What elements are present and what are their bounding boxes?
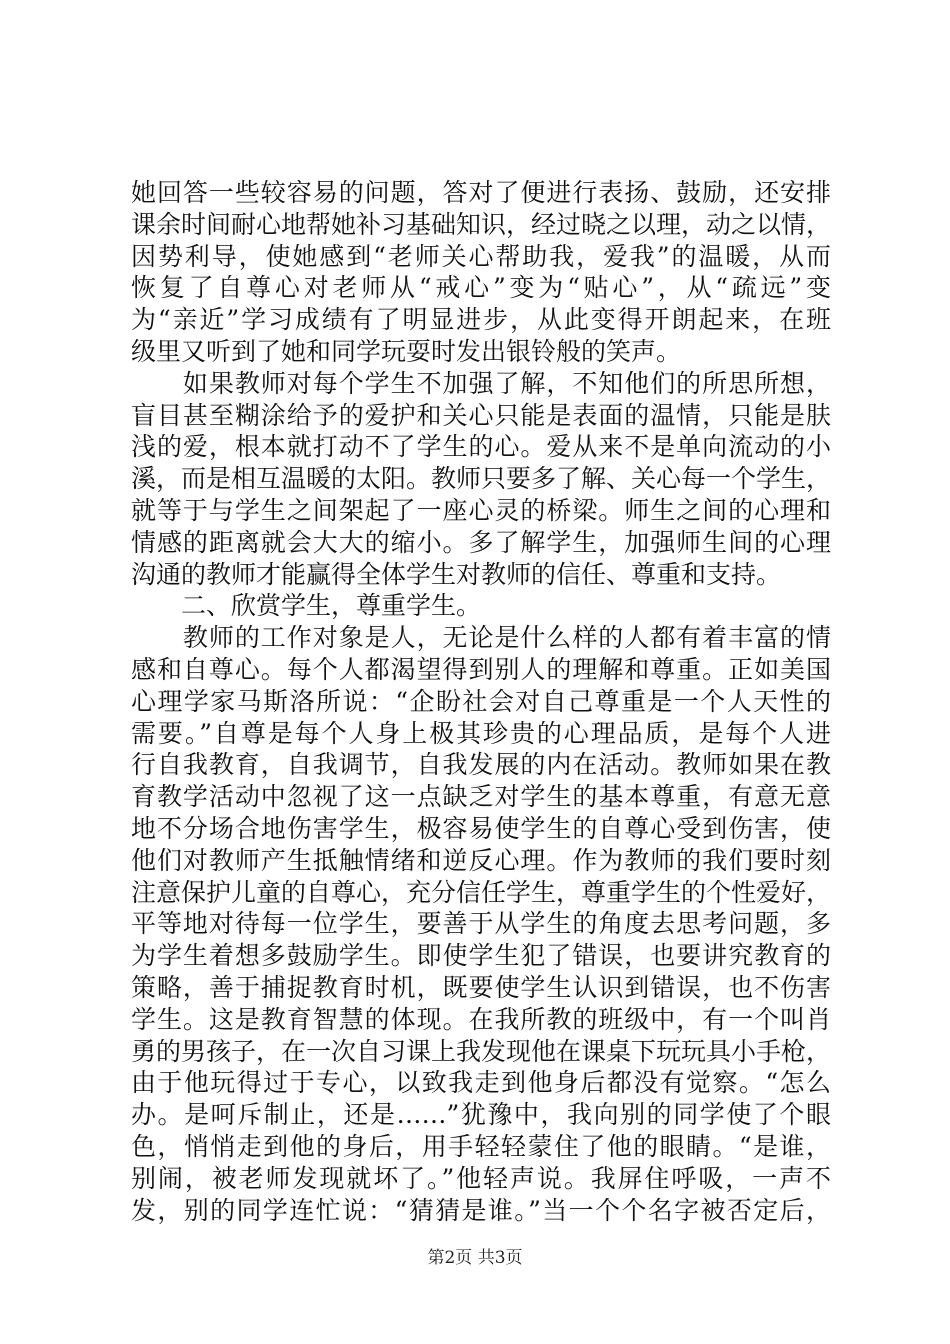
text-line: 为“亲近”学习成绩有了明显进步，从此变得开朗起来，在班 bbox=[131, 305, 831, 335]
text-line: 别闹，被老师发现就坏了。”他轻声说。我屏住呼吸，一声不 bbox=[131, 1163, 831, 1193]
text-line: 行自我教育，自我调节，自我发展的内在活动。教师如果在教 bbox=[131, 750, 831, 780]
text-line: 二、欣赏学生，尊重学生。 bbox=[131, 591, 482, 621]
text-line: 级里又听到了她和同学玩耍时发出银铃般的笑声。 bbox=[131, 336, 682, 366]
text-line: 就等于与学生之间架起了一座心灵的桥梁。师生之间的心理和 bbox=[131, 495, 831, 525]
text-line: 地不分场合地伤害学生，极容易使学生的自尊心受到伤害，使 bbox=[131, 813, 831, 843]
text-line: 策略，善于捕捉教育时机，既要使学生认识到错误，也不伤害 bbox=[131, 972, 831, 1002]
text-line: 为学生着想多鼓励学生。即使学生犯了错误，也要讲究教育的 bbox=[131, 941, 831, 971]
page-footer: 第2页 共3页 bbox=[427, 1248, 523, 1268]
text-line: 恢复了自尊心对老师从“戒心”变为“贴心”，从“疏远”变 bbox=[131, 273, 831, 303]
text-line: 育教学活动中忽视了这一点缺乏对学生的基本尊重，有意无意 bbox=[131, 782, 831, 812]
text-line: 办。是呵斥制止，还是……”犹豫中，我向别的同学使了个眼 bbox=[131, 1100, 831, 1130]
text-line: 盲目甚至糊涂给予的爱护和关心只能是表面的温情，只能是肤 bbox=[131, 400, 831, 430]
text-line: 需要。”自尊是每个人身上极其珍贵的心理品质，是每个人进 bbox=[131, 718, 831, 748]
text-line: 勇的男孩子，在一次自习课上我发现他在课桌下玩玩具小手枪， bbox=[131, 1036, 832, 1066]
text-line: 她回答一些较容易的问题，答对了便进行表扬、鼓励，还安排 bbox=[131, 178, 831, 207]
text-line: 色，悄悄走到他的身后，用手轻轻蒙住了他的眼睛。“是谁， bbox=[131, 1131, 831, 1161]
text-line: 如果教师对每个学生不加强了解，不知他们的所思所想， bbox=[131, 368, 831, 398]
text-line: 他们对教师产生抵触情绪和逆反心理。作为教师的我们要时刻 bbox=[131, 845, 831, 875]
text-line: 心理学家马斯洛所说：“企盼社会对自己尊重是一个人天性的 bbox=[131, 686, 831, 716]
text-line: 感和自尊心。每个人都渴望得到别人的理解和尊重。正如美国 bbox=[131, 654, 831, 684]
text-line: 课余时间耐心地帮她补习基础知识，经过晓之以理，动之以情， bbox=[131, 209, 832, 239]
body-text bbox=[131, 177, 831, 1226]
text-line: 注意保护儿童的自尊心，充分信任学生，尊重学生的个性爱好， bbox=[131, 877, 832, 907]
text-line: 情感的距离就会大大的缩小。多了解学生，加强师生间的心理 bbox=[131, 527, 831, 557]
text-line: 浅的爱，根本就打动不了学生的心。爱从来不是单向流动的小 bbox=[131, 432, 831, 462]
text-line: 由于他玩得过于专心，以致我走到他身后都没有觉察。“怎么 bbox=[131, 1068, 831, 1098]
text-line: 溪，而是相互温暖的太阳。教师只要多了解、关心每一个学生， bbox=[131, 464, 832, 494]
text-line: 学生。这是教育智慧的体现。在我所教的班级中，有一个叫肖 bbox=[131, 1004, 831, 1034]
text-line: 教师的工作对象是人，无论是什么样的人都有着丰富的情 bbox=[131, 623, 831, 653]
text-line: 因势利导，使她感到“老师关心帮助我，爱我”的温暖，从而 bbox=[131, 241, 831, 271]
text-line: 发，别的同学连忙说：“猜猜是谁。”当一个个名字被否定后， bbox=[131, 1195, 831, 1225]
text-line: 沟通的教师才能赢得全体学生对教师的信任、尊重和支持。 bbox=[131, 559, 782, 589]
text-line: 平等地对待每一位学生，要善于从学生的角度去思考问题，多 bbox=[131, 909, 831, 939]
